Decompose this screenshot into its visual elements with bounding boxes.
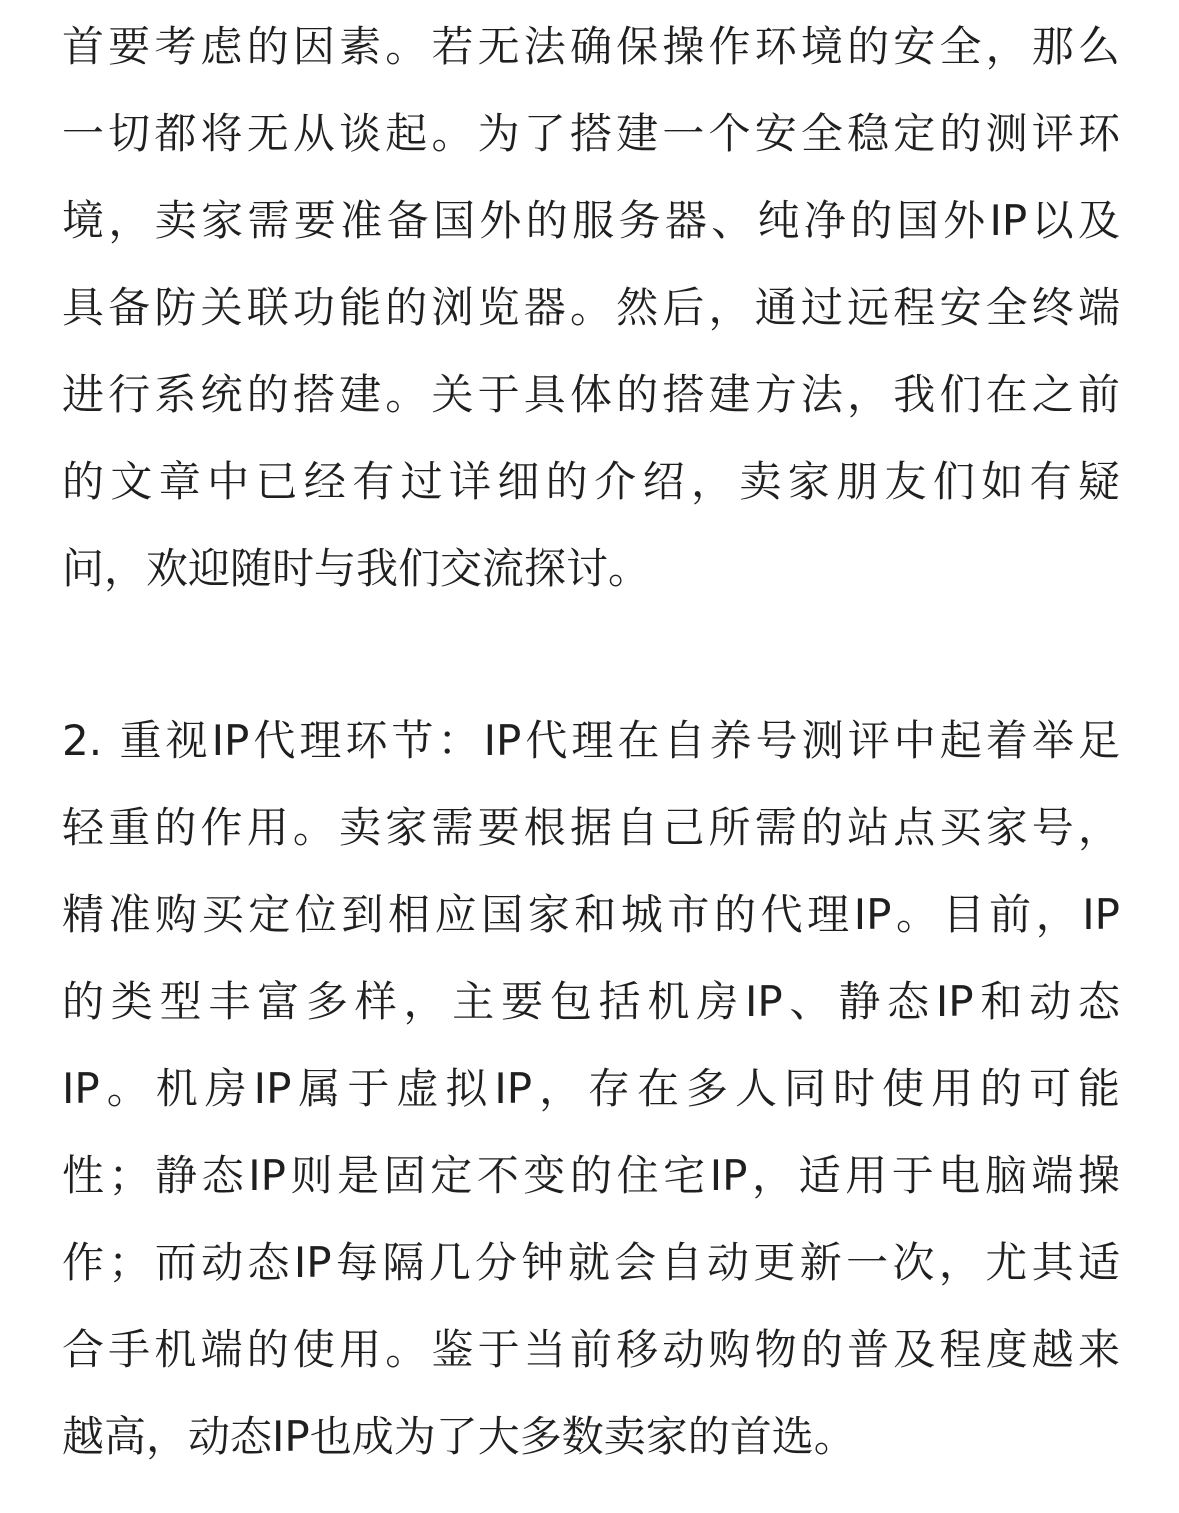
paragraph-ip-proxy xyxy=(62,697,1120,1480)
text-line: 合手机端的使用。鉴于当前移动购物的普及程度越来 xyxy=(62,1325,1120,1374)
text-line: 的类型丰富多样，主要包括机房IP、静态IP和动态 xyxy=(62,977,1120,1026)
text-line: 境，卖家需要准备国外的服务器、纯净的国外IP以及 xyxy=(62,196,1120,245)
text-line: 首要考虑的因素。若无法确保操作环境的安全，那么 xyxy=(62,22,1120,71)
paragraph-spacer xyxy=(62,612,1120,697)
paragraph-environment-setup xyxy=(62,3,1120,612)
article-body xyxy=(62,3,1120,1480)
text-line: 性；静态IP则是固定不变的住宅IP，适用于电脑端操 xyxy=(62,1151,1120,1200)
text-line: IP。机房IP属于虚拟IP，存在多人同时使用的可能 xyxy=(62,1064,1120,1113)
text-line: 具备防关联功能的浏览器。然后，通过远程安全终端 xyxy=(62,283,1120,332)
text-line: 的文章中已经有过详细的介绍，卖家朋友们如有疑 xyxy=(62,457,1120,506)
text-line: 2. 重视IP代理环节：IP代理在自养号测评中起着举足 xyxy=(62,716,1120,765)
text-line: 问，欢迎随时与我们交流探讨。 xyxy=(62,544,651,593)
text-line: 轻重的作用。卖家需要根据自己所需的站点买家号， xyxy=(62,803,1120,852)
text-line: 作；而动态IP每隔几分钟就会自动更新一次，尤其适 xyxy=(62,1238,1120,1287)
text-line: 越高，动态IP也成为了大多数卖家的首选。 xyxy=(62,1412,856,1461)
text-line: 精准购买定位到相应国家和城市的代理IP。目前，IP xyxy=(62,890,1120,939)
text-line: 一切都将无从谈起。为了搭建一个安全稳定的测评环 xyxy=(62,109,1120,158)
text-line: 进行系统的搭建。关于具体的搭建方法，我们在之前 xyxy=(62,370,1120,419)
